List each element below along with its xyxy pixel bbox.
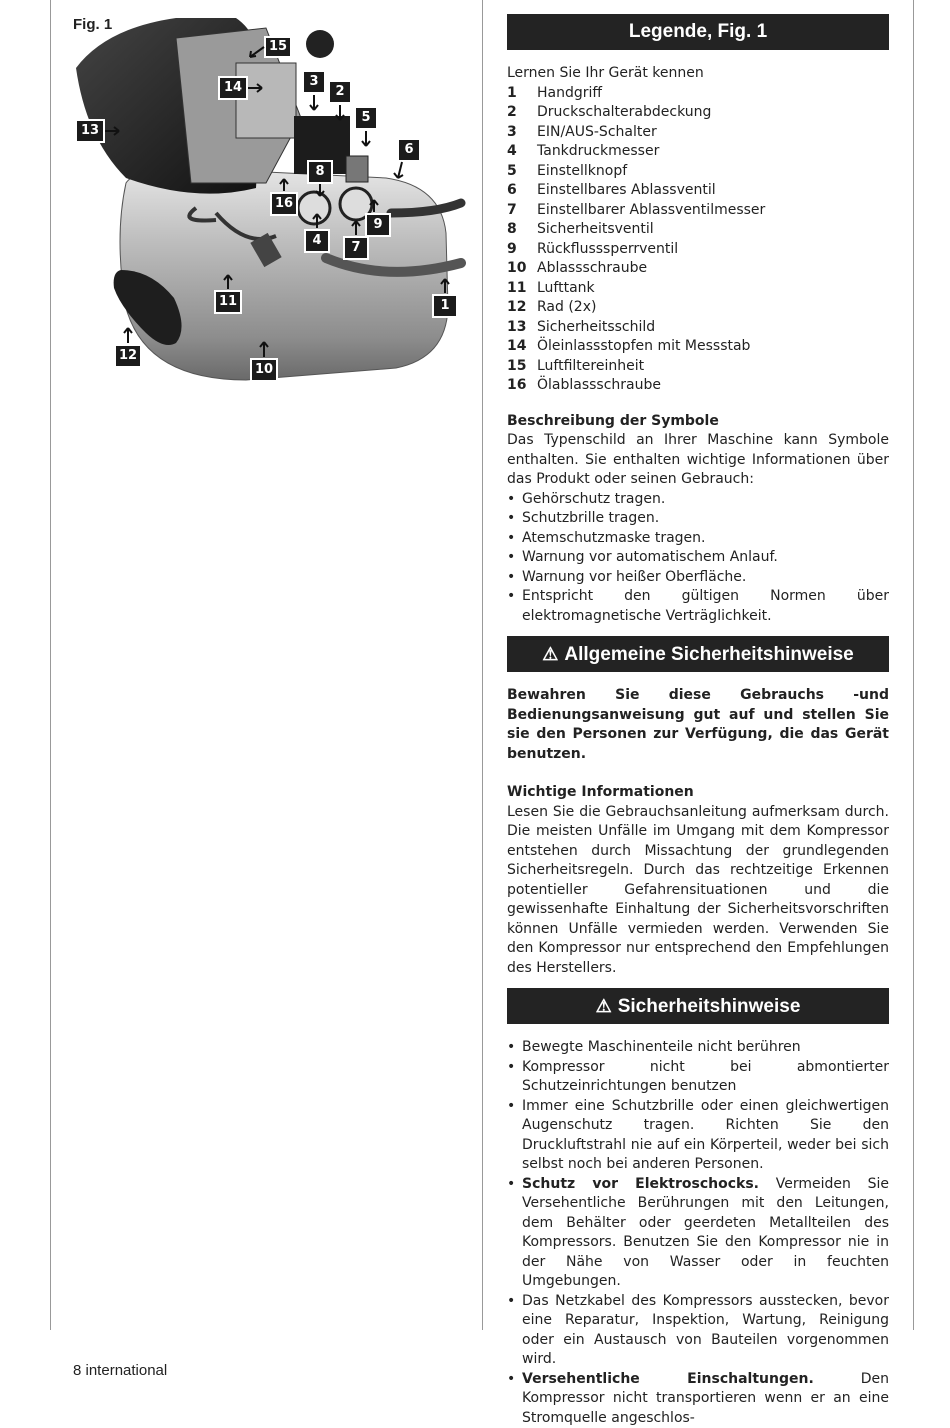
figure-label: Fig. 1 xyxy=(73,16,112,33)
callout-7: 7 xyxy=(343,236,369,260)
legend-item xyxy=(507,240,889,260)
legend-label: Handgriff xyxy=(537,84,602,104)
legend-label: Einstellbares Ablassventil xyxy=(537,181,716,201)
legend-number: 2 xyxy=(507,103,537,123)
legend-item xyxy=(507,103,889,123)
legend-item xyxy=(507,259,889,279)
legend-item xyxy=(507,376,889,396)
safety-item xyxy=(507,1175,889,1292)
general-safety-bold-text: Bewahren Sie diese Gebrauchs -und Bedienungsanweisung gut auf und stellen Sie sie den Personen zur Verfügung, die das Gerät benutzen. xyxy=(507,686,889,764)
legend-number: 5 xyxy=(507,162,537,182)
page-footer: 8 international xyxy=(73,1362,167,1379)
legend-label: Ablassschraube xyxy=(537,259,647,279)
legend-label: Ölablassschraube xyxy=(537,376,661,396)
legend-label: Sicherheitsventil xyxy=(537,220,654,240)
right-margin-line xyxy=(913,0,914,1330)
callout-4: 4 xyxy=(304,229,330,253)
legend-number: 12 xyxy=(507,298,537,318)
legend-label: EIN/AUS-Schalter xyxy=(537,123,657,143)
legend-number: 6 xyxy=(507,181,537,201)
legend-label: Tankdruckmesser xyxy=(537,142,659,162)
legend-number: 4 xyxy=(507,142,537,162)
warning-triangle-icon: ⚠ xyxy=(542,636,558,672)
safety-item-text: Den Kompressor nicht transportieren wenn er an eine Stromquelle angeschlos- xyxy=(522,1371,889,1426)
compressor-figure xyxy=(66,8,466,388)
callout-13: 13 xyxy=(75,119,105,143)
legend-item xyxy=(507,123,889,143)
callout-9: 9 xyxy=(365,213,391,237)
symbols-text: Das Typenschild an Ihrer Maschine kann Symbole enthalten. Sie enthalten wichtige Informationen über das Produkt oder seinen Gebrauch: xyxy=(507,431,889,490)
legend-item xyxy=(507,220,889,240)
symbols-item: • Entspricht den gültigen Normen über elektromagnetische Verträglichkeit. xyxy=(507,587,889,626)
legend-number: 8 xyxy=(507,220,537,240)
legend-label: Luftfiltereinheit xyxy=(537,357,644,377)
legend-item xyxy=(507,142,889,162)
safety-item-text: Vermeiden Sie Versehentliche Berührungen mit den Leitungen, dem Behälter oder geerdeten Metallteilen des Kompressors. Benutzen Sie den Kompressor nie in der Nähe von Wasser oder in feuchten Umgebungen. xyxy=(522,1176,889,1290)
legend-number: 9 xyxy=(507,240,537,260)
legend-list xyxy=(507,84,889,396)
legend-item xyxy=(507,337,889,357)
safety-item: • Bewegte Maschinenteile nicht berühren xyxy=(507,1038,889,1058)
legend-number: 13 xyxy=(507,318,537,338)
legend-header: Legende, Fig. 1 xyxy=(507,14,889,50)
safety-header xyxy=(507,988,889,1024)
callout-8: 8 xyxy=(307,160,333,184)
legend-number: 3 xyxy=(507,123,537,143)
legend-number: 7 xyxy=(507,201,537,221)
legend-number: 15 xyxy=(507,357,537,377)
safety-item xyxy=(507,1370,889,1428)
legend-number: 16 xyxy=(507,376,537,396)
safety-list xyxy=(507,1038,889,1428)
left-margin-line xyxy=(50,0,51,1330)
legend-intro: Lernen Sie Ihr Gerät kennen xyxy=(507,64,889,84)
legend-item xyxy=(507,357,889,377)
legend-label: Rad (2x) xyxy=(537,298,596,318)
legend-label: Einstellbarer Ablassventilmesser xyxy=(537,201,765,221)
callout-2: 2 xyxy=(328,80,352,104)
legend-label: Sicherheitsschild xyxy=(537,318,655,338)
legend-item xyxy=(507,279,889,299)
legend-label: Lufttank xyxy=(537,279,595,299)
callout-1: 1 xyxy=(432,294,458,318)
important-info-text: Lesen Sie die Gebrauchsanleitung aufmerksam durch. Die meisten Unfälle im Umgang mit dem Kompressor entstehen durch Missachtung der grundlegenden Sicherheitsregeln. Durch das rechtzeitige Erkennen potentieller Gefahrensituationen und die gewissenhafte Einhaltung der Sicherheitsvorschriften können Unfälle vermieden werden. Verwenden Sie den Kompressor nur entsprechend den Empfehlungen des Herstellers. xyxy=(507,803,889,979)
legend-label: Öleinlassstopfen mit Messstab xyxy=(537,337,750,357)
legend-number: 1 xyxy=(507,84,537,104)
symbols-item: • Warnung vor automatischem Anlauf. xyxy=(507,548,889,568)
legend-item xyxy=(507,298,889,318)
callout-12: 12 xyxy=(114,344,142,368)
symbols-item: • Gehörschutz tragen. xyxy=(507,490,889,510)
legend-item xyxy=(507,318,889,338)
right-column xyxy=(507,14,889,1428)
symbols-item: • Atemschutzmaske tragen. xyxy=(507,529,889,549)
legend-label: Einstellknopf xyxy=(537,162,627,182)
legend-item xyxy=(507,181,889,201)
symbols-title: Beschreibung der Symbole xyxy=(507,412,889,432)
legend-number: 10 xyxy=(507,259,537,279)
general-safety-header xyxy=(507,636,889,672)
legend-number: 14 xyxy=(507,337,537,357)
safety-item-bold: Schutz vor Elektroschocks. xyxy=(522,1176,759,1192)
legend-item xyxy=(507,162,889,182)
legend-number: 11 xyxy=(507,279,537,299)
symbols-item: • Warnung vor heißer Oberfläche. xyxy=(507,568,889,588)
symbols-list xyxy=(507,490,889,627)
callout-10: 10 xyxy=(250,358,278,382)
legend-item xyxy=(507,84,889,104)
compressor-illustration xyxy=(66,8,466,388)
callout-6: 6 xyxy=(397,138,421,162)
callout-16: 16 xyxy=(270,192,298,216)
safety-item-bold: Versehentliche Einschaltungen. xyxy=(522,1371,814,1387)
center-divider-line xyxy=(482,0,483,1330)
legend-item xyxy=(507,201,889,221)
safety-title: Sicherheitshinweise xyxy=(618,996,801,1017)
legend-label: Rückflusssperrventil xyxy=(537,240,678,260)
safety-item: • Das Netzkabel des Kompressors ausstecken, bevor eine Reparatur, Inspektion, Wartung, Reinigung oder ein Austausch von Bauteilen vorgenommen wird. xyxy=(507,1292,889,1370)
callout-5: 5 xyxy=(354,106,378,130)
callout-15: 15 xyxy=(264,36,292,58)
callout-11: 11 xyxy=(214,290,242,314)
safety-item: • Immer eine Schutzbrille oder einen gleichwertigen Augenschutz tragen. Richten Sie den Druckluftstrahl nie auf ein Körperteil, weder bei sich selbst noch bei anderen Personen. xyxy=(507,1097,889,1175)
safety-item: • Kompressor nicht bei abmontierter Schutzeinrichtungen benutzen xyxy=(507,1058,889,1097)
important-info-title: Wichtige Informationen xyxy=(507,783,889,803)
legend-label: Druckschalterabdeckung xyxy=(537,103,711,123)
general-safety-title: Allgemeine Sicherheitshinweise xyxy=(564,644,853,665)
callout-14: 14 xyxy=(218,76,248,100)
warning-triangle-icon: ⚠ xyxy=(596,988,612,1024)
symbols-item: • Schutzbrille tragen. xyxy=(507,509,889,529)
callout-3: 3 xyxy=(302,70,326,94)
